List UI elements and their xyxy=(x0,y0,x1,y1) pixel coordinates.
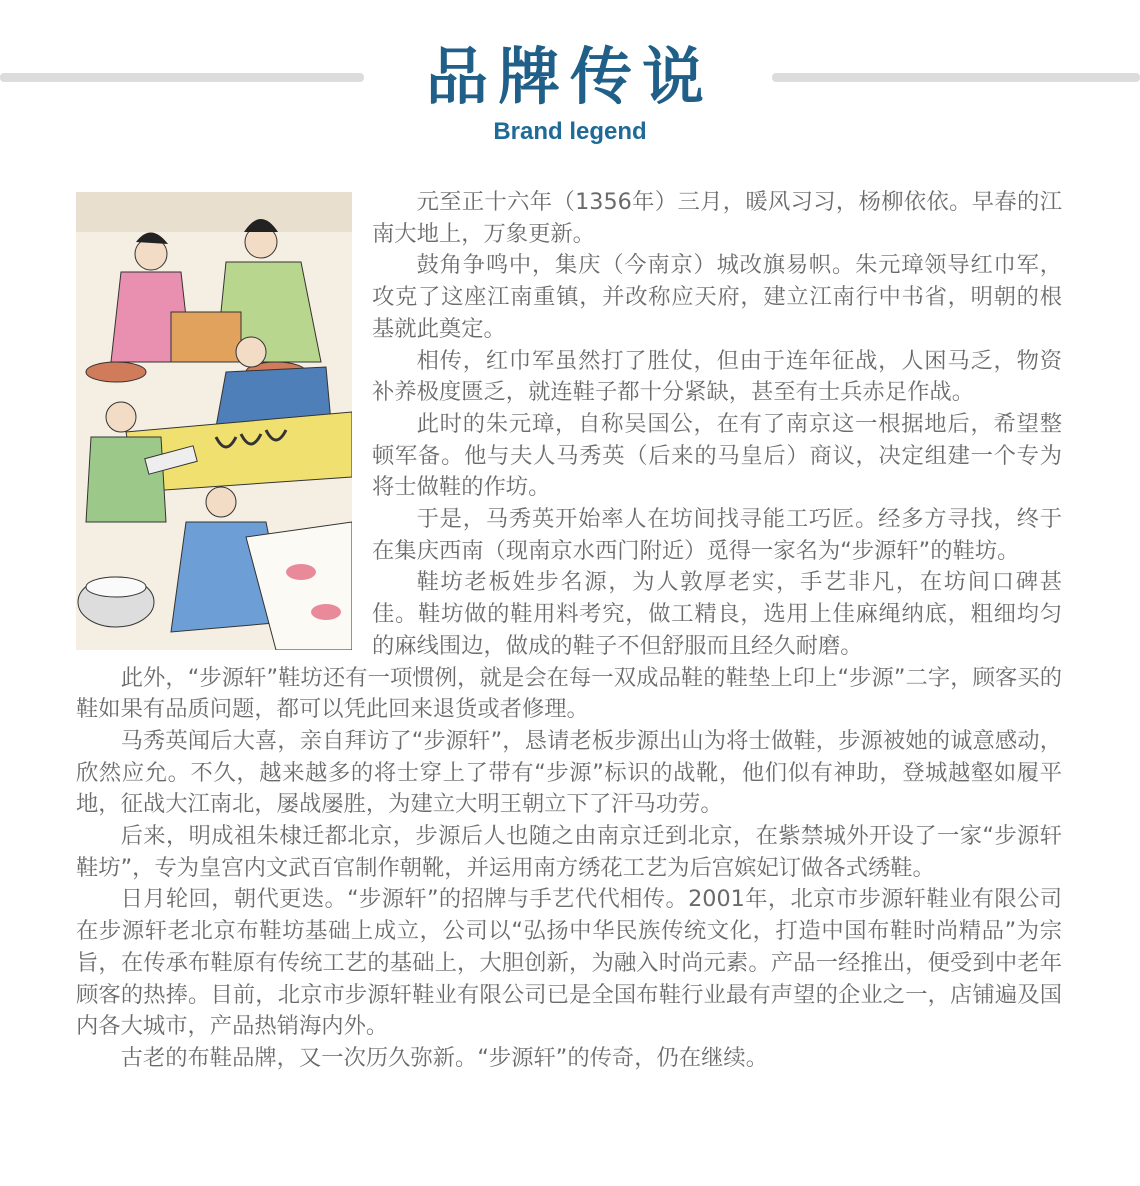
shoemaking-workshop-illustration-icon xyxy=(76,192,352,650)
paragraph: 此外，“步源轩”鞋坊还有一项惯例，就是会在每一双成品鞋的鞋垫上印上“步源”二字，顾客买的鞋如果有品质问题，都可以凭此回来退货或者修理。 xyxy=(76,664,1062,723)
paragraph: 马秀英闻后大喜，亲自拜访了“步源轩”，恳请老板步源出山为将士做鞋，步源被她的诚意感动，欣然应允。不久，越来越多的将士穿上了带有“步源”标识的战靴，他们似有神助，登城越壑如履平地，征战大江南北，屡战屡胜，为建立大明王朝立下了汗马功劳。 xyxy=(76,727,1062,818)
paragraph: 此时的朱元璋，自称吴国公，在有了南京这一根据地后，希望整顿军备。他与夫人马秀英（后来的马皇后）商议，决定组建一个专为将士做鞋的作坊。 xyxy=(372,410,1062,501)
paragraph: 元至正十六年（1356年）三月，暖风习习，杨柳依依。早春的江南大地上，万象更新。 xyxy=(372,189,1062,247)
paragraph: 后来，明成祖朱棣迁都北京，步源后人也随之由南京迁到北京，在紫禁城外开设了一家“步源轩鞋坊”，专为皇宫内文武百官制作朝靴，并运用南方绣花工艺为后宫嫔妃订做各式绣鞋。 xyxy=(76,823,1062,881)
page-title: 品牌传说 xyxy=(425,40,714,113)
paragraph: 日月轮回，朝代更迭。“步源轩”的招牌与手艺代代相传。2001年，北京市步源轩鞋业有限公司在步源轩老北京布鞋坊基础上成立，公司以“弘扬中华民族传统文化，打造中国布鞋时尚精品”为宗旨，在传承布鞋原有传统工艺的基础上，大胆创新，为融入时尚元素。产品一经推出，便受到中老年顾客的热捧。目前，北京市步源轩鞋业有限公司已是全国布鞋行业最有声望的企业之一，店铺遍及国内各大城市，产品热销海内外。 xyxy=(76,886,1062,1040)
paragraph: 鞋坊老板姓步名源，为人敦厚老实，手艺非凡，在坊间口碑甚佳。鞋坊做的鞋用料考究，做工精良，选用上佳麻绳纳底，粗细均匀的麻线围边，做成的鞋子不但舒服而且经久耐磨。 xyxy=(372,569,1062,659)
paragraph: 相传，红巾军虽然打了胜仗，但由于连年征战，人困马乏，物资补养极度匮乏，就连鞋子都十分紧缺，甚至有士兵赤足作战。 xyxy=(372,347,1062,406)
page-subtitle: Brand legend xyxy=(493,118,647,145)
article-body xyxy=(76,187,1062,1075)
paragraph: 鼓角争鸣中，集庆（今南京）城改旗易帜。朱元璋领导红巾军，攻克了这座江南重镇，并改称应天府，建立江南行中书省，明朝的根基就此奠定。 xyxy=(372,252,1062,342)
paragraph: 于是，马秀英开始率人在坊间找寻能工巧匠。经多方寻找，终于在集庆西南（现南京水西门附近）觅得一家名为“步源轩”的鞋坊。 xyxy=(372,506,1062,564)
paragraph: 古老的布鞋品牌，又一次历久弥新。“步源轩”的传奇，仍在继续。 xyxy=(120,1044,769,1071)
